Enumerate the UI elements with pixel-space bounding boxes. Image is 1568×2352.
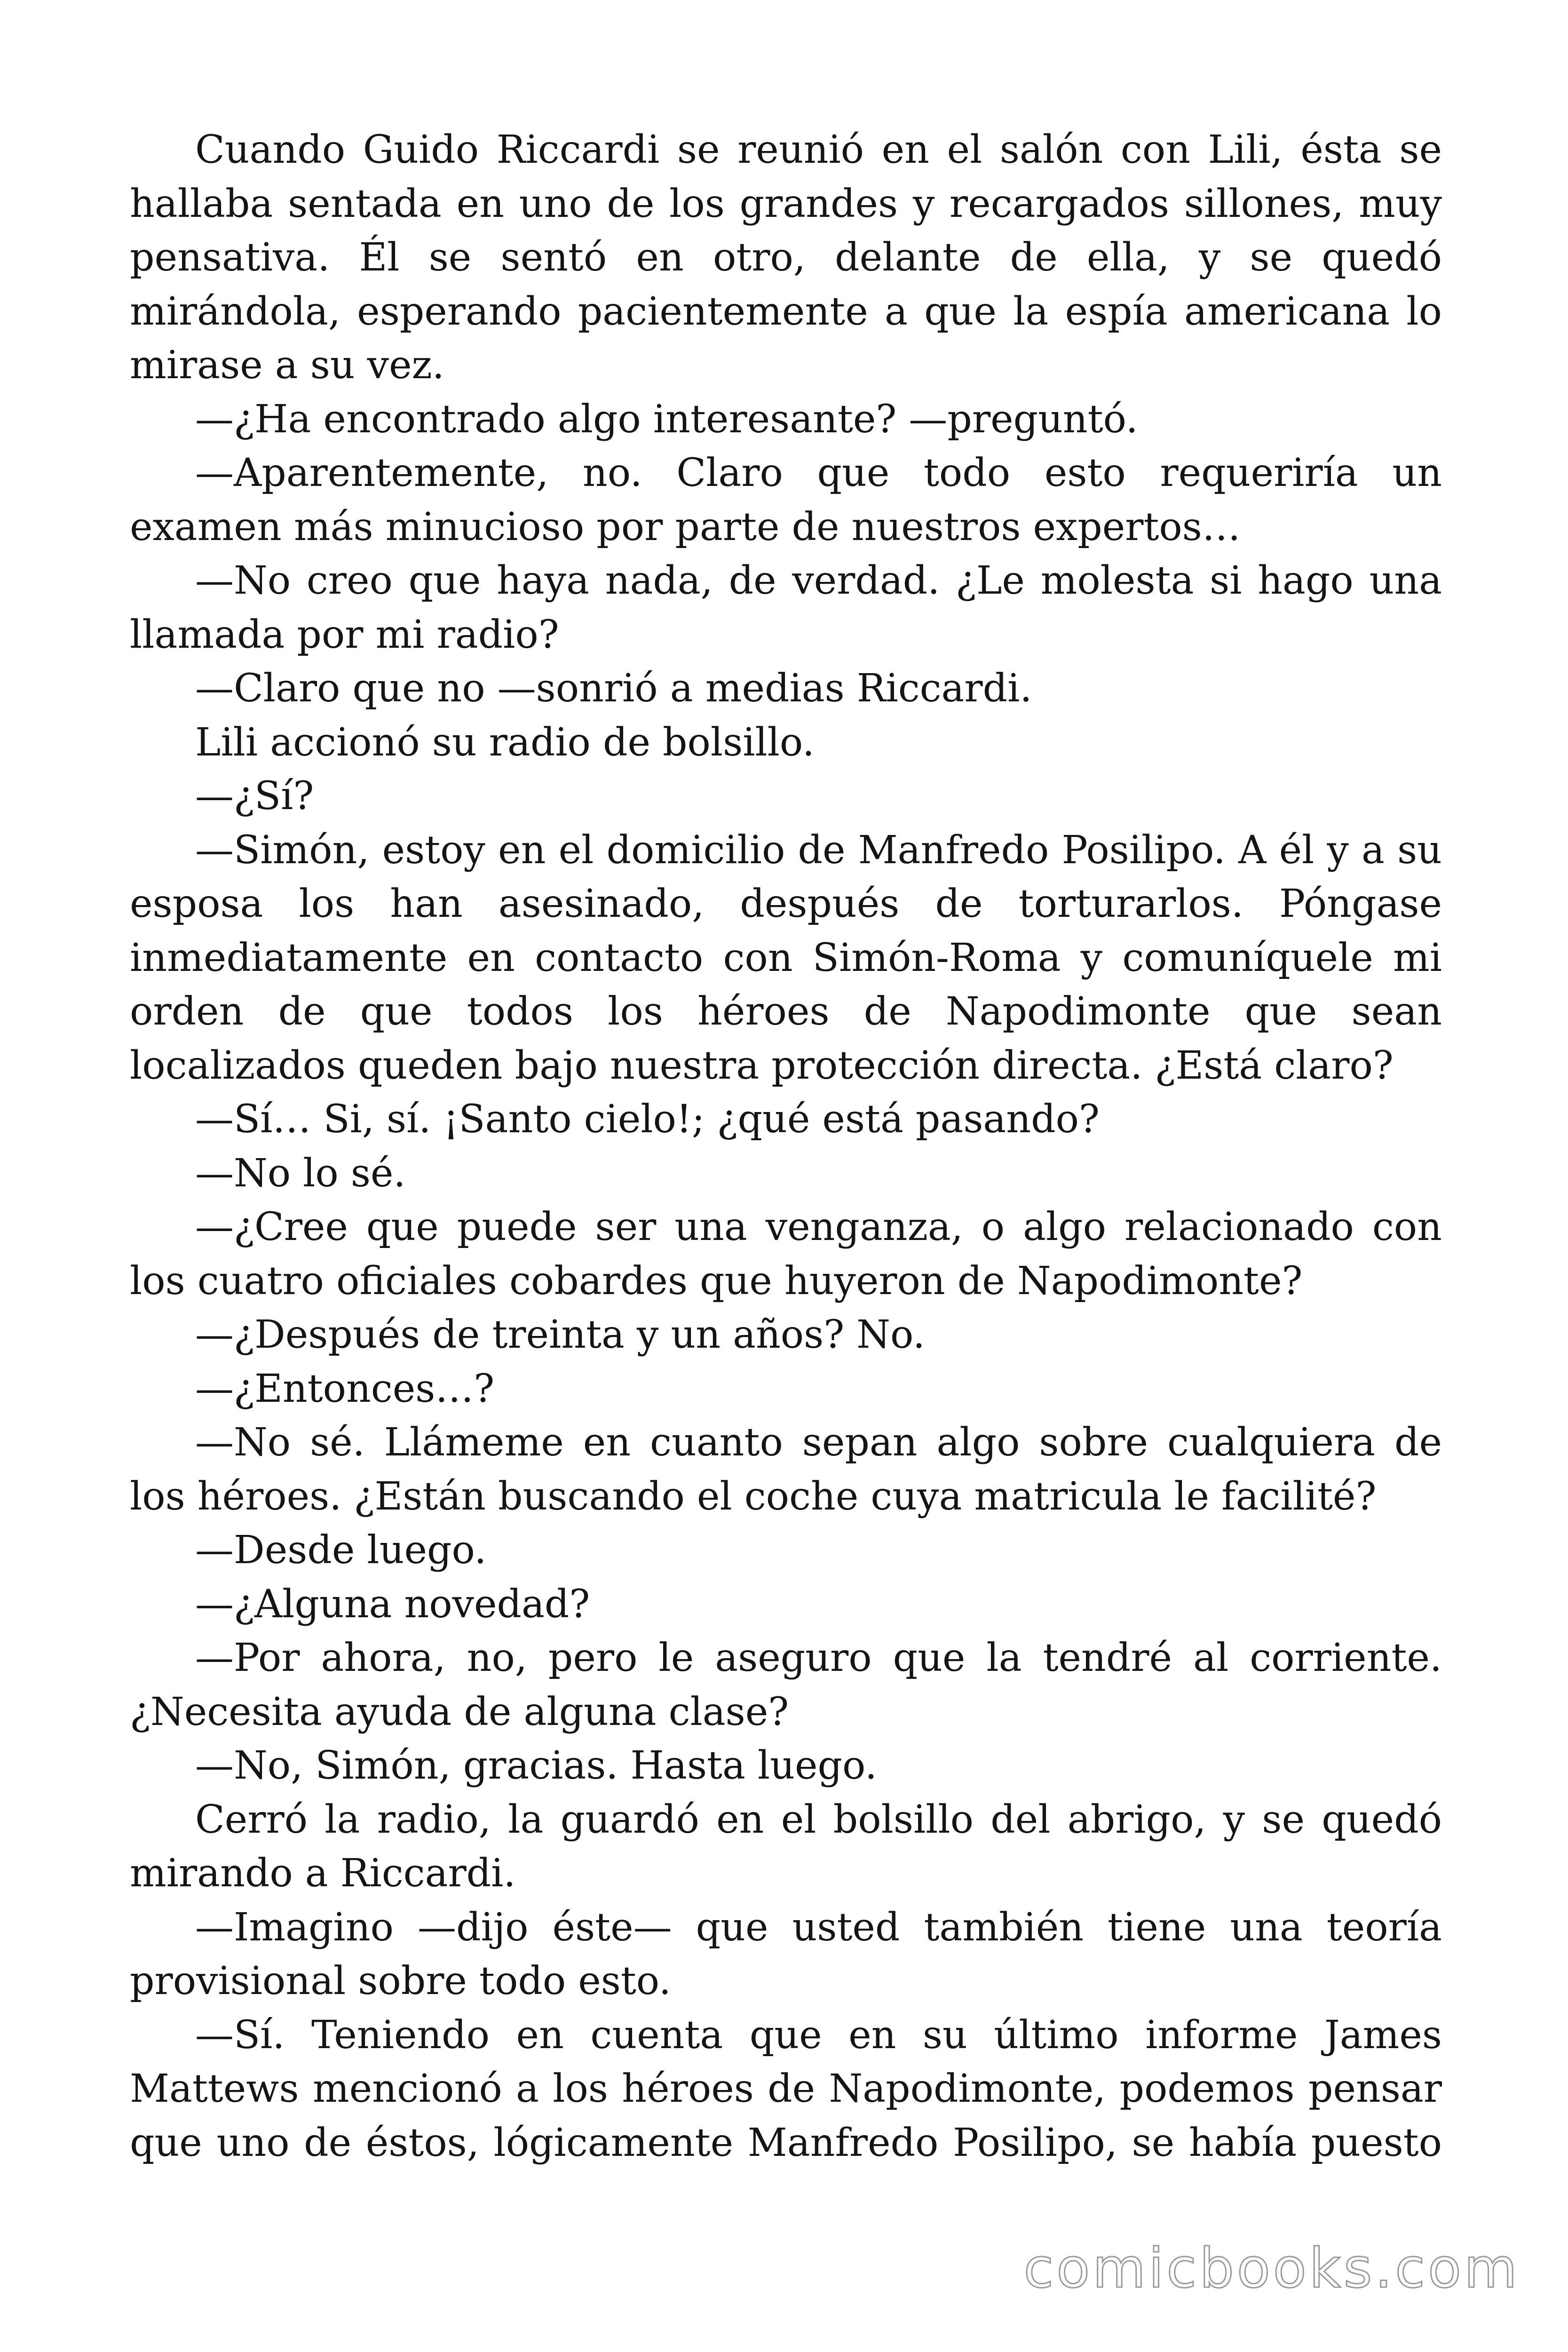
paragraph: —No sé. Llámeme en cuanto sepan algo sobre cualquiera de los héroes. ¿Están buscando el coche cuya matricula le facilité? [130,1420,1442,1519]
paragraph: Cuando Guido Riccardi se reunió en el salón con Lili, ésta se hallaba sentada en uno de los grandes y recargados sillones, muy pensativa. Él se sentó en otro, delante de ella, y se quedó mirándola, esperando pacientemente a que la espía americana lo mirase a su vez. [130,127,1442,388]
paragraph: —No creo que haya nada, de verdad. ¿Le molesta si hago una llamada por mi radio? [130,558,1442,657]
paragraph: —Por ahora, no, pero le aseguro que la tendré al corriente. ¿Necesita ayuda de alguna clase? [130,1636,1442,1734]
paragraph: —Sí… Si, sí. ¡Santo cielo!; ¿qué está pasando? [195,1097,1100,1142]
paragraph: —¿Cree que puede ser una venganza, o algo relacionado con los cuatro oficiales cobardes que huyeron de Napodimonte? [130,1205,1442,1303]
paragraph: —¿Alguna novedad? [195,1581,590,1627]
paragraph: —Claro que no —sonrió a medias Riccardi. [195,666,1032,711]
paragraph: Lili accionó su radio de bolsillo. [195,720,815,765]
paragraph: —No lo sé. [195,1151,406,1196]
paragraph: —No, Simón, gracias. Hasta luego. [195,1743,877,1788]
watermark: comicbooks.com [1023,2237,1520,2300]
paragraph: —Desde luego. [195,1528,487,1573]
paragraph: —Sí. Teniendo en cuenta que en su último informe James Mattews mencionó a los héroes de Napodimonte, podemos pensar que uno de éstos, lógicamente Manfredo Posilipo, se había puesto [130,2012,1442,2165]
paragraph: —¿Sí? [195,774,314,818]
body-text [130,123,1442,2170]
paragraph: —¿Después de treinta y un años? No. [195,1312,925,1357]
paragraph: —¿Entonces…? [195,1366,495,1411]
paragraph: Cerró la radio, la guardó en el bolsillo del abrigo, y se quedó mirando a Riccardi. [130,1797,1442,1896]
paragraph: —Simón, estoy en el domicilio de Manfredo Posilipo. A él y a su esposa los han asesinado, después de torturarlos. Póngase inmediatamente en contacto con Simón-Roma y comuníquele mi orden de que todos los héroes de Napodimonte que sean localizados queden bajo nuestra protección directa. ¿Está claro? [130,827,1442,1088]
paragraph: —Aparentemente, no. Claro que todo esto requeriría un examen más minucioso por parte de nuestros expertos… [130,451,1442,549]
paragraph: —¿Ha encontrado algo interesante? —preguntó. [195,397,1138,442]
paragraph: —Imagino —dijo éste— que usted también tiene una teoría provisional sobre todo esto. [130,1905,1442,2003]
